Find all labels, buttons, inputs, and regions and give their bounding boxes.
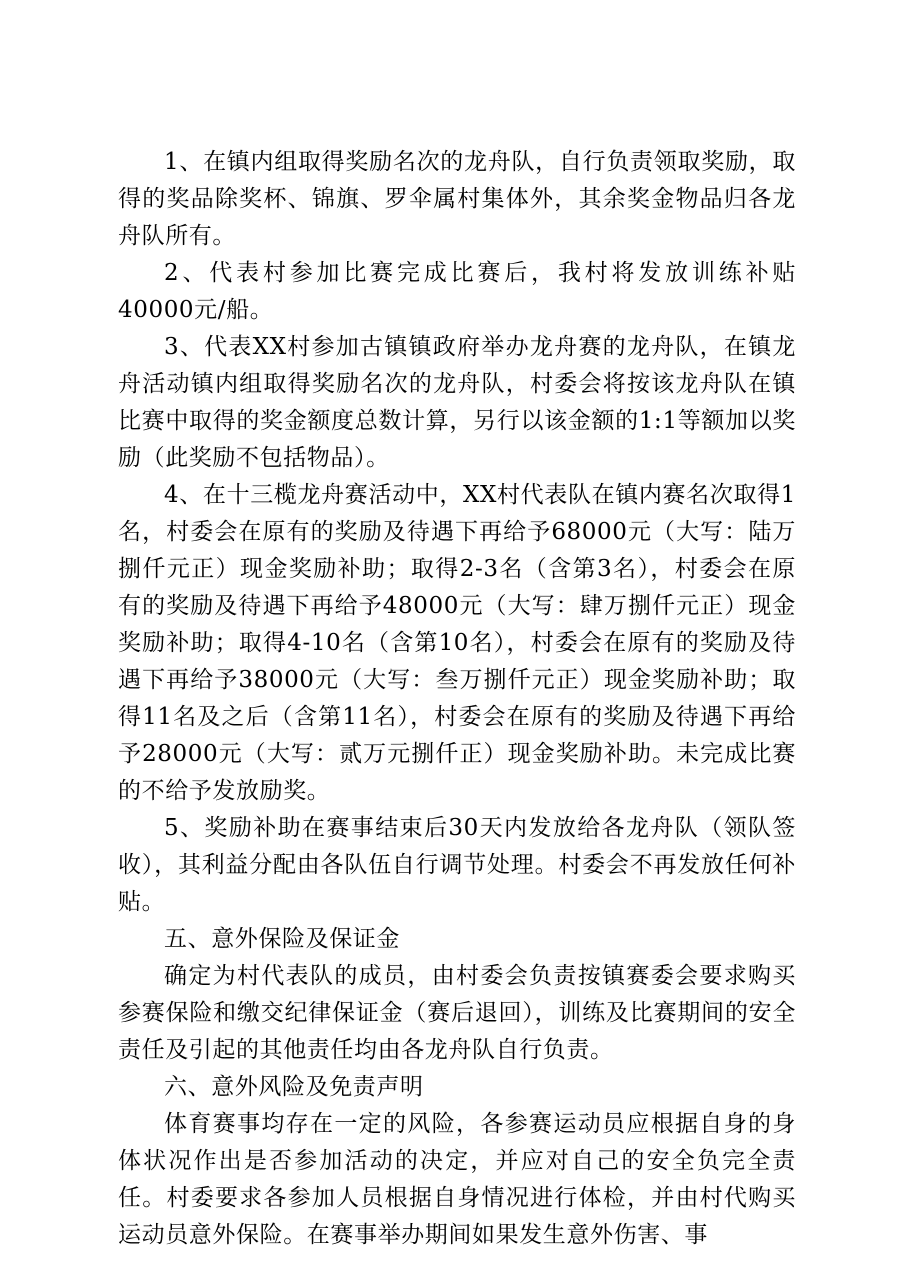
paragraph-insurance: 确定为村代表队的成员，由村委会负责按镇赛委会要求购买参赛保险和缴交纪律保证金（赛后退回），训练及比赛期间的安全责任及引起的其他责任均由各龙舟队自行负责。 — [118, 963, 796, 1063]
paragraph-reward-1: 1、在镇内组取得奖励名次的龙舟队，自行负责领取奖励，取得的奖品除奖杯、锦旗、罗伞属村集体外，其余奖金物品归各龙舟队所有。 — [118, 149, 796, 249]
paragraph-reward-5: 5、奖励补助在赛事结束后30天内发放给各龙舟队（领队签收），其利益分配由各队伍自行调节处理。村委会不再发放任何补贴。 — [118, 815, 796, 915]
document-body — [118, 144, 796, 1254]
section-heading-insurance: 五、意外保险及保证金 — [164, 926, 400, 952]
paragraph-reward-4: 4、在十三榄龙舟赛活动中，XX村代表队在镇内赛名次取得1名，村委会在原有的奖励及待遇下再给予68000元（大写：陆万捌仟元正）现金奖励补助；取得2-3名（含第3名），村委会在原有的奖励及待遇下再给予48000元（大写：肆万捌仟元正）现金奖励补助；取得4-10名（含第10名），村委会在原有的奖励及待遇下再给予38000元（大写：叁万捌仟元正）现金奖励补助；取得11名及之后（含第11名），村委会在原有的奖励及待遇下再给予28000元（大写：贰万元捌仟正）现金奖励补助。未完成比赛的不给予发放励奖。 — [118, 482, 796, 804]
paragraph-reward-3: 3、代表XX村参加古镇镇政府举办龙舟赛的龙舟队，在镇龙舟活动镇内组取得奖励名次的龙舟队，村委会将按该龙舟队在镇比赛中取得的奖金额度总数计算，另行以该金额的1:1等额加以奖励（此奖励不包括物品）。 — [118, 334, 796, 471]
paragraph-reward-2: 2、代表村参加比赛完成比赛后，我村将发放训练补贴40000元/船。 — [118, 260, 796, 323]
paragraph-disclaimer: 体育赛事均存在一定的风险，各参赛运动员应根据自身的身体状况作出是否参加活动的决定，并应对自己的安全负完全责任。村委要求各参加人员根据自身情况进行体检，并由村代购买运动员意外保险。在赛事举办期间如果发生意外伤害、事 — [118, 1111, 796, 1248]
section-heading-disclaimer: 六、意外风险及免责声明 — [164, 1074, 424, 1100]
